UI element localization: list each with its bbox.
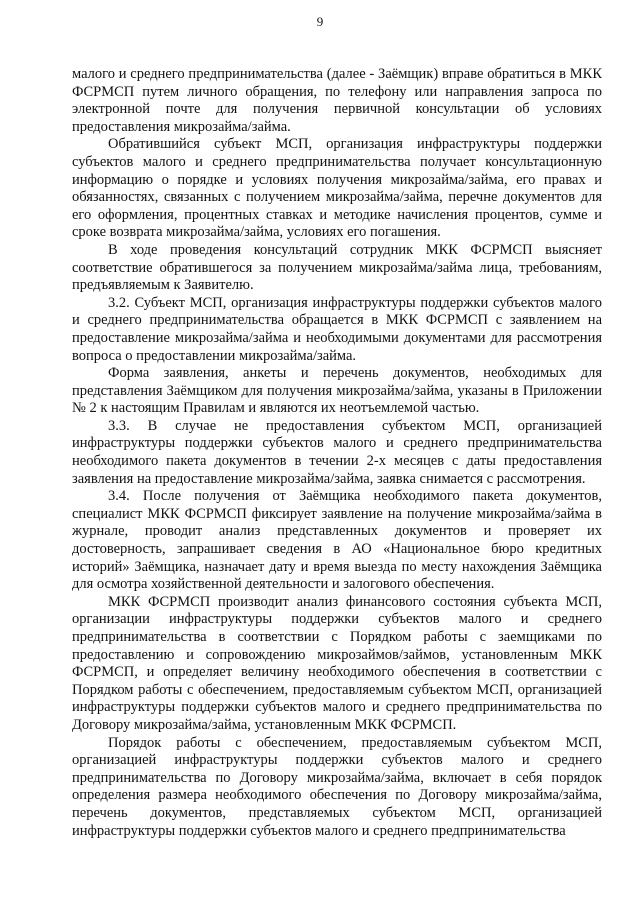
- paragraph-3-4: 3.4. После получения от Заёмщика необходимого пакета документов, специалист МКК ФСРМСП фиксирует заявление на получение микрозайма/займа в журнале, проводит анализ представленных документов и проверяет их достоверность, запрашивает сведения в АО «Национальное бюро кредитных историй» Заёмщика, назначает дату и время выезда по месту нахождения Заёмщика для осмотра хозяйственной деятельности и залогового обеспечения.: [72, 488, 602, 593]
- paragraph-3-2: 3.2. Субъект МСП, организация инфраструктуры поддержки субъектов малого и среднего предпринимательства обращается в МКК ФСРМСП с заявлением на предоставление микрозайма/займа и необходимыми документами для рассмотрения вопроса о предоставлении микрозайма/займа.: [72, 294, 602, 364]
- paragraph-consultation-check: В ходе проведения консультаций сотрудник МКК ФСРМСП выясняет соответствие обратившегося за получением микрозайма/займа лица, требованиям, предъявляемым к Заявителю.: [72, 241, 602, 294]
- paragraph-3-3: 3.3. В случае не предоставления субъектом МСП, организацией инфраструктуры поддержки субъектов малого и среднего предпринимательства необходимого пакета документов в течении 2-х месяцев с даты предоставления заявления на предоставление микрозайма/займа, заявка снимается с рассмотрения.: [72, 417, 602, 487]
- paragraph-application-form: Форма заявления, анкеты и перечень документов, необходимых для представления Заёмщиком для получения микрозайма/займа, указаны в Приложении № 2 к настоящим Правилам и являются их неотъемлемой частью.: [72, 365, 602, 417]
- paragraph-collateral-procedure: Порядок работы с обеспечением, предоставляемым субъектом МСП, организацией инфраструктуры поддержки субъектов малого и среднего предпринимательства по Договору микрозайма/займа, включает в себя порядок определения размера необходимого обеспечения по Договору микрозайма/займа, перечень документов, представляемых субъектом МСП, организацией инфраструктуры поддержки субъектов малого и среднего предпринимательства: [72, 734, 602, 839]
- paragraph-consultation-info: Обратившийся субъект МСП, организация инфраструктуры поддержки субъектов малого и среднего предпринимательства получает консультационную информацию о порядке и условиях получения микрозайма/займа, его правах и обязанностях, связанных с получением микрозайма/займа, перечне документов для его оформления, процентных ставках и методике начисления процентов, сумме и сроке возврата микрозайма/займа, условиях его погашения.: [72, 136, 602, 241]
- paragraph-continuation: малого и среднего предпринимательства (далее - Заёмщик) вправе обратиться в МКК ФСРМСП путем личного обращения, по телефону или направления запроса по электронной почте для получения первичной консультации об условиях предоставления микрозайма/займа.: [72, 66, 602, 135]
- page-number: 9: [316, 14, 324, 29]
- paragraph-financial-analysis: МКК ФСРМСП производит анализ финансового состояния субъекта МСП, организации инфраструктуры поддержки субъектов малого и среднего предпринимательства в соответствии с Порядком работы с заемщиками по предоставлению и сопровождению микрозаймов/займов, установленным МКК ФСРМСП, и определяет величину необходимого обеспечения в соответствии с Порядком работы с обеспечением, предоставляемым субъектом МСП, организацией инфраструктуры поддержки субъектов малого и среднего предпринимательства по Договору микрозайма/займа, установленным МКК ФСРМСП.: [72, 593, 602, 733]
- document-body: [72, 66, 602, 840]
